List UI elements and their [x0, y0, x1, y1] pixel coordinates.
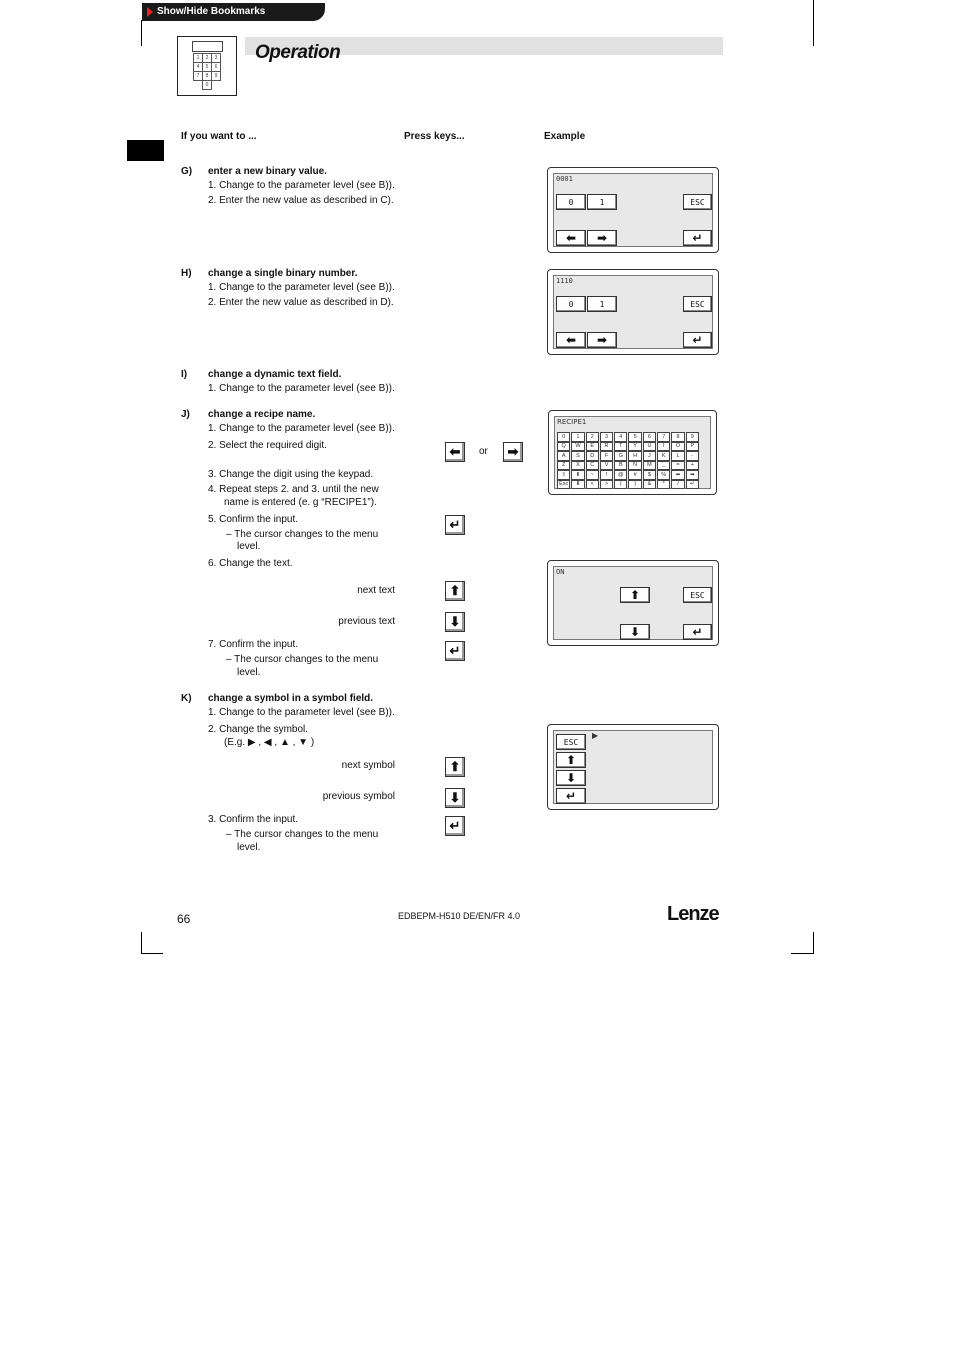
- display-value: 0001: [556, 175, 573, 183]
- keyboard-key[interactable]: P: [686, 442, 699, 452]
- example-display-symbol: [547, 724, 719, 810]
- keyboard-key[interactable]: 1: [571, 432, 584, 442]
- document-id: EDBEPM-H510 DE/EN/FR 4.0: [398, 911, 521, 921]
- previous-symbol-label: previous symbol: [322, 791, 395, 802]
- step-text: 4. Repeat steps 2. and 3. until the new: [208, 484, 379, 495]
- bookmark-arrow-icon: [147, 7, 153, 17]
- keyboard-key[interactable]: F: [600, 451, 613, 461]
- keyboard-key[interactable]: 9: [686, 432, 699, 442]
- page-title: Operation: [255, 42, 341, 63]
- keyboard-key[interactable]: T: [614, 442, 627, 452]
- keyboard-key[interactable]: O: [671, 442, 684, 452]
- enter-icon[interactable]: ↵: [556, 788, 586, 804]
- keyboard-key[interactable]: 5: [628, 432, 641, 442]
- keyboard-key[interactable]: >: [600, 480, 613, 490]
- keypad-key: 3: [211, 53, 221, 63]
- keyboard-key[interactable]: N: [628, 461, 641, 471]
- keyboard-key[interactable]: ⇧: [557, 470, 570, 480]
- col-header-press: Press keys...: [404, 131, 465, 142]
- step-note: – The cursor changes to the menu: [226, 829, 379, 840]
- enter-key-icon: ↵: [445, 641, 465, 661]
- keyboard-key[interactable]: S: [571, 451, 584, 461]
- arrow-left-key-icon: ⬅: [445, 442, 465, 462]
- section-letter: I): [181, 369, 188, 380]
- step-text: 3. Change the digit using the keypad.: [208, 469, 374, 480]
- enter-key-icon: ↵: [445, 515, 465, 535]
- arrow-up-icon[interactable]: ⬆: [556, 752, 586, 768]
- arrow-up-key-icon: ⬆: [445, 581, 465, 601]
- arrow-up-icon[interactable]: ⬆: [620, 587, 650, 603]
- arrow-down-key-icon: ⬇: [445, 788, 465, 808]
- crop-mark: [813, 932, 814, 954]
- keyboard-key[interactable]: 0: [557, 432, 570, 442]
- keyboard-key[interactable]: ↵: [686, 480, 699, 490]
- keyboard-key[interactable]: 2: [586, 432, 599, 442]
- keyboard-key[interactable]: U: [643, 442, 656, 452]
- keyboard-key[interactable]: ⬆: [571, 470, 584, 480]
- keyboard-key[interactable]: %: [657, 470, 670, 480]
- keyboard-key[interactable]: +: [686, 461, 699, 471]
- step-text: 2. Change the symbol.: [208, 724, 309, 735]
- keyboard-key[interactable]: I: [657, 442, 670, 452]
- keyboard-key[interactable]: H: [628, 451, 641, 461]
- step-text: 2. Enter the new value as described in C).: [208, 195, 394, 206]
- step-note: level.: [237, 541, 261, 552]
- keypad-key: 7: [193, 71, 203, 81]
- keypad-key: 4: [193, 62, 203, 72]
- enter-icon[interactable]: ↵: [683, 332, 712, 348]
- keyboard-key[interactable]: 6: [643, 432, 656, 442]
- section-letter: K): [181, 693, 192, 704]
- keyboard-key[interactable]: $: [643, 470, 656, 480]
- crop-mark: [791, 953, 813, 954]
- keyboard-key[interactable]: 3: [600, 432, 613, 442]
- keyboard-key[interactable]: X: [571, 461, 584, 471]
- step-text: 6. Change the text.: [208, 558, 293, 569]
- section-letter: H): [181, 268, 192, 279]
- example-display-binary: [547, 167, 719, 253]
- enter-key-icon: ↵: [445, 816, 465, 836]
- keyboard-key[interactable]: &: [643, 480, 656, 490]
- keyboard-key[interactable]: A: [557, 451, 570, 461]
- section-title: change a recipe name.: [208, 409, 316, 420]
- keyboard-key[interactable]: 7: [657, 432, 670, 442]
- keyboard-key[interactable]: C: [586, 461, 599, 471]
- step-text: 1. Change to the parameter level (see B)).: [208, 383, 395, 394]
- keyboard-key[interactable]: ⬇: [571, 480, 584, 490]
- keyboard-key[interactable]: R: [600, 442, 613, 452]
- section-letter: G): [181, 166, 193, 177]
- show-hide-bookmarks-button[interactable]: [142, 3, 325, 21]
- step-text: 1. Change to the parameter level (see B)).: [208, 282, 395, 293]
- next-symbol-label: next symbol: [341, 760, 395, 771]
- arrow-up-key-icon: ⬆: [445, 757, 465, 777]
- keyboard-key[interactable]: Q: [557, 442, 570, 452]
- display-value: RECIPE1: [557, 418, 587, 426]
- col-header-want: If you want to ...: [181, 131, 257, 142]
- keyboard-key[interactable]: *: [657, 480, 670, 490]
- example-display-binary-single: [547, 269, 719, 355]
- crop-mark: [141, 953, 163, 954]
- keyboard-key[interactable]: /: [671, 480, 684, 490]
- keyboard-key[interactable]: !: [600, 470, 613, 480]
- esc-button[interactable]: ESC: [683, 587, 712, 603]
- keyboard-key[interactable]: 8: [671, 432, 684, 442]
- keyboard-key[interactable]: #: [628, 470, 641, 480]
- digit-1-button[interactable]: 1: [587, 194, 617, 210]
- keypad-key: 6: [211, 62, 221, 72]
- keypad-key: 2: [202, 53, 212, 63]
- keyboard-key[interactable]: (: [614, 480, 627, 490]
- previous-text-label: previous text: [338, 616, 395, 627]
- keyboard-key[interactable]: V: [600, 461, 613, 471]
- symbol-display: ▶: [592, 731, 599, 740]
- chapter-tab: [127, 140, 164, 161]
- esc-button[interactable]: ESC: [683, 194, 712, 210]
- section-title: enter a new binary value.: [208, 166, 327, 177]
- arrow-left-icon[interactable]: ⬅: [556, 332, 586, 348]
- step-note: – The cursor changes to the menu: [226, 654, 379, 665]
- digit-1-button[interactable]: 1: [587, 296, 617, 312]
- keyboard-key[interactable]: J: [643, 451, 656, 461]
- arrow-down-icon[interactable]: ⬇: [556, 770, 586, 786]
- display-value: ON: [556, 568, 565, 576]
- step-text: 2. Enter the new value as described in D).: [208, 297, 394, 308]
- step-text: 1. Change to the parameter level (see B)).: [208, 423, 395, 434]
- keyboard-key[interactable]: =: [671, 461, 684, 471]
- esc-button[interactable]: ESC: [556, 734, 586, 750]
- keypad-display: [192, 41, 223, 52]
- keyboard-key[interactable]: G: [614, 451, 627, 461]
- keyboard-key[interactable]: <: [586, 480, 599, 490]
- step-text: 5. Confirm the input.: [208, 514, 299, 525]
- step-example: (E.g. ▶ , ◀ , ▲ , ▼ ): [224, 737, 315, 748]
- keyboard-key[interactable]: @: [614, 470, 627, 480]
- crop-mark: [813, 0, 814, 46]
- keyboard-key[interactable]: E: [586, 442, 599, 452]
- on-screen-keyboard: [557, 432, 700, 489]
- section-title: change a dynamic text field.: [208, 369, 342, 380]
- step-text: 1. Change to the parameter level (see B)).: [208, 180, 395, 191]
- arrow-right-icon[interactable]: ➡: [587, 332, 617, 348]
- esc-button[interactable]: ESC: [683, 296, 712, 312]
- keypad-key: 8: [202, 71, 212, 81]
- keypad-key: 1: [193, 53, 203, 63]
- keyboard-key[interactable]: _: [657, 461, 670, 471]
- section-title: change a symbol in a symbol field.: [208, 693, 374, 704]
- keypad-key: 5: [202, 62, 212, 72]
- arrow-down-key-icon: ⬇: [445, 612, 465, 632]
- arrow-right-icon[interactable]: ➡: [587, 230, 617, 246]
- arrow-left-icon[interactable]: ⬅: [556, 230, 586, 246]
- keyboard-key[interactable]: W: [571, 442, 584, 452]
- keyboard-key[interactable]: ~: [586, 470, 599, 480]
- section-title: change a single binary number.: [208, 268, 358, 279]
- keyboard-key[interactable]: D: [586, 451, 599, 461]
- step-text: 2. Select the required digit.: [208, 440, 327, 451]
- arrow-right-key-icon: ➡: [503, 442, 523, 462]
- lenze-logo: Lenze: [667, 903, 719, 925]
- keyboard-key[interactable]: K: [657, 451, 670, 461]
- keyboard-key[interactable]: M: [643, 461, 656, 471]
- keypad-key: 0: [202, 80, 212, 90]
- step-text: 3. Confirm the input.: [208, 814, 299, 825]
- col-header-example: Example: [544, 131, 586, 142]
- keyboard-key[interactable]: ⬅: [671, 470, 684, 480]
- example-display-keyboard: [548, 410, 717, 495]
- next-text-label: next text: [357, 585, 395, 596]
- keyboard-key[interactable]: Z: [557, 461, 570, 471]
- keypad-key: 9: [211, 71, 221, 81]
- bookmark-label: Show/Hide Bookmarks: [157, 6, 266, 17]
- step-note: – The cursor changes to the menu: [226, 529, 379, 540]
- step-text: name is entered (e. g “RECIPE1”).: [224, 497, 377, 508]
- arrow-down-icon[interactable]: ⬇: [620, 624, 650, 640]
- step-text: 7. Confirm the input.: [208, 639, 299, 650]
- keyboard-key[interactable]: Y: [628, 442, 641, 452]
- page-number: 66: [177, 912, 191, 926]
- keyboard-key[interactable]: B: [614, 461, 627, 471]
- keyboard-key[interactable]: L: [671, 451, 684, 461]
- section-letter: J): [181, 409, 190, 420]
- step-note: level.: [237, 842, 261, 853]
- digit-0-button[interactable]: 0: [556, 296, 586, 312]
- display-value: 1110: [556, 277, 573, 285]
- enter-icon[interactable]: ↵: [683, 624, 712, 640]
- keypad-icon: [177, 36, 237, 96]
- digit-0-button[interactable]: 0: [556, 194, 586, 210]
- keyboard-key[interactable]: 4: [614, 432, 627, 442]
- enter-icon[interactable]: ↵: [683, 230, 712, 246]
- keyboard-key[interactable]: -: [686, 451, 699, 461]
- keyboard-key[interactable]: ): [628, 480, 641, 490]
- crop-mark: [141, 20, 142, 46]
- step-note: level.: [237, 667, 261, 678]
- or-label: or: [479, 446, 488, 457]
- crop-mark: [141, 932, 142, 954]
- keyboard-key[interactable]: Esc: [557, 480, 570, 490]
- keyboard-key[interactable]: ➡: [686, 470, 699, 480]
- step-text: 1. Change to the parameter level (see B)).: [208, 707, 395, 718]
- example-display-text: [547, 560, 719, 646]
